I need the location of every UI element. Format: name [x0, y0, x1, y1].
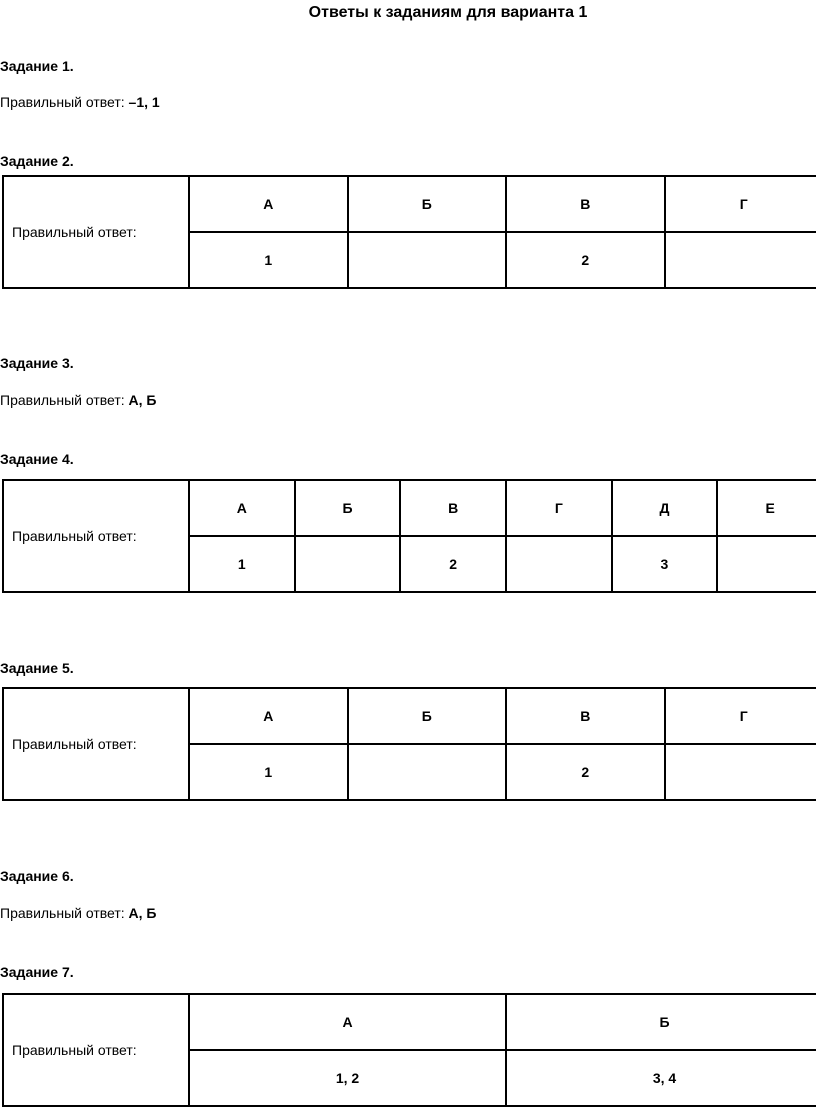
value-cell — [665, 744, 816, 800]
task-6-answer: А, Б — [128, 905, 157, 921]
task-6-title: Задание 6. — [0, 868, 74, 884]
task-2-title: Задание 2. — [0, 153, 74, 169]
header-cell: В — [400, 480, 506, 536]
header-cell: Б — [506, 994, 816, 1050]
value-cell: 2 — [506, 744, 665, 800]
page-title: Ответы к заданиям для варианта 1 — [308, 4, 588, 21]
task-3-title: Задание 3. — [0, 355, 74, 371]
value-cell — [348, 744, 507, 800]
answer-label: Правильный ответ: — [0, 392, 125, 408]
answer-label: Правильный ответ: — [3, 994, 189, 1106]
value-cell — [506, 536, 612, 592]
task-4-title: Задание 4. — [0, 451, 74, 467]
value-cell: 3, 4 — [506, 1050, 816, 1106]
table-row — [3, 480, 816, 536]
header-cell: В — [506, 688, 665, 744]
header-cell: Б — [295, 480, 401, 536]
answer-label: Правильный ответ: — [3, 688, 189, 800]
header-cell: Д — [612, 480, 718, 536]
header-cell: В — [506, 176, 665, 232]
value-cell — [295, 536, 401, 592]
task-4-answer-table — [2, 479, 816, 593]
answer-label: Правильный ответ: — [0, 94, 125, 110]
table-row — [3, 994, 816, 1050]
value-cell: 2 — [400, 536, 506, 592]
answer-label: Правильный ответ: — [3, 480, 189, 592]
table-row — [3, 688, 816, 744]
value-cell: 3 — [612, 536, 718, 592]
task-1-title: Задание 1. — [0, 58, 74, 74]
task-6-answer-line — [0, 905, 157, 921]
value-cell — [717, 536, 816, 592]
header-cell: Б — [348, 176, 507, 232]
value-cell: 1 — [189, 744, 348, 800]
task-3-answer-line — [0, 392, 157, 408]
value-cell: 1 — [189, 232, 348, 288]
header-cell: А — [189, 176, 348, 232]
task-5-answer-table — [2, 687, 816, 801]
answer-label: Правильный ответ: — [3, 176, 189, 288]
header-cell: Г — [506, 480, 612, 536]
header-cell: Г — [665, 688, 816, 744]
value-cell: 2 — [506, 232, 665, 288]
value-cell: 1, 2 — [189, 1050, 506, 1106]
header-cell: Г — [665, 176, 816, 232]
task-3-answer: А, Б — [128, 392, 157, 408]
task-2-answer-table — [2, 175, 816, 289]
task-7-title: Задание 7. — [0, 964, 74, 980]
task-7-answer-table — [2, 993, 816, 1107]
header-cell: А — [189, 480, 295, 536]
table-row — [3, 176, 816, 232]
header-cell: Б — [348, 688, 507, 744]
header-cell: А — [189, 688, 348, 744]
value-cell: 1 — [189, 536, 295, 592]
task-1-answer-line — [0, 94, 160, 110]
header-cell: Е — [717, 480, 816, 536]
header-cell: А — [189, 994, 506, 1050]
value-cell — [348, 232, 507, 288]
value-cell — [665, 232, 816, 288]
task-5-title: Задание 5. — [0, 660, 74, 676]
answer-label: Правильный ответ: — [0, 905, 125, 921]
task-1-answer: –1, 1 — [128, 94, 160, 110]
